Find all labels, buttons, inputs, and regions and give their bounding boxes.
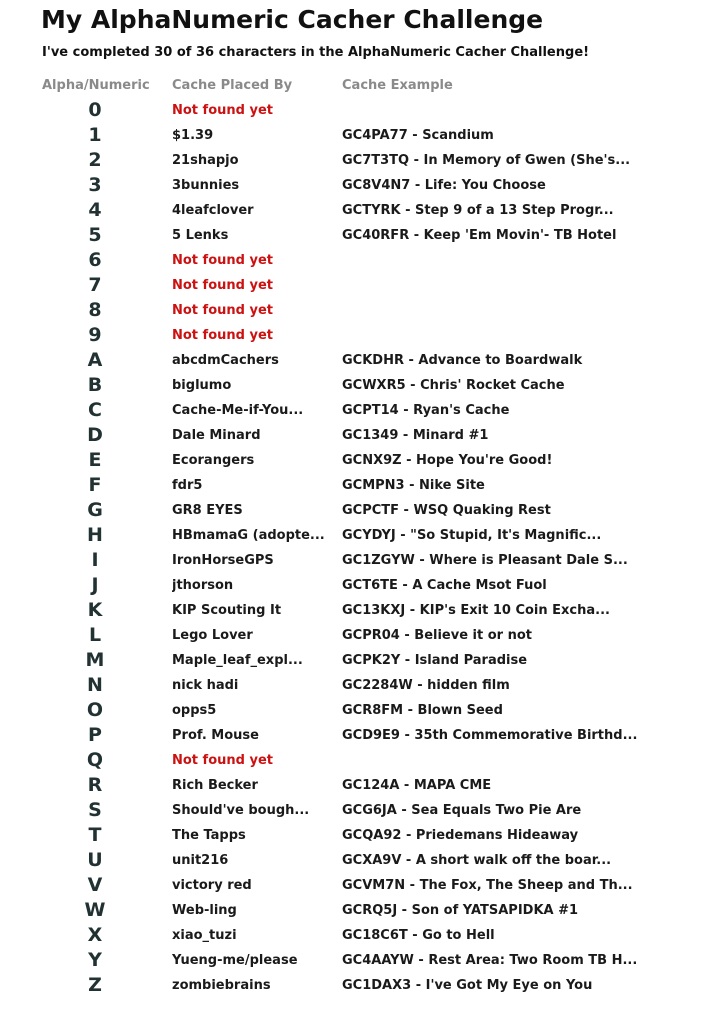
row-cache-owner: KIP Scouting It — [172, 603, 282, 618]
row-cache-example: GCVM7N - The Fox, The Sheep and Th... — [342, 878, 633, 893]
row-cache-example: GC1DAX3 - I've Got My Eye on You — [342, 978, 593, 993]
row-cache-owner: 4leafclover — [172, 203, 254, 218]
header-cache-placed-by: Cache Placed By — [172, 78, 293, 93]
row-cache-owner: fdr5 — [172, 478, 203, 493]
row-cache-example — [342, 298, 702, 323]
table-row — [42, 723, 702, 748]
table-row — [42, 973, 702, 998]
row-cache-owner: 21shapjo — [172, 153, 239, 168]
row-cache-example: GC4AAYW - Rest Area: Two Room TB H... — [342, 953, 638, 968]
table-row — [42, 298, 702, 323]
row-cache-owner: nick hadi — [172, 678, 239, 693]
table-row — [42, 398, 702, 423]
row-cache-example: GC40RFR - Keep 'Em Movin'- TB Hotel — [342, 228, 617, 243]
row-character: Z — [88, 974, 102, 996]
row-cache-owner: abcdmCachers — [172, 353, 279, 368]
row-cache-owner: xiao_tuzi — [172, 928, 237, 943]
row-character: U — [87, 849, 103, 871]
table-row — [42, 248, 702, 273]
row-not-found-label: Not found yet — [172, 278, 273, 293]
row-character: O — [86, 699, 104, 721]
row-cache-owner: 3bunnies — [172, 178, 240, 193]
row-cache-example: GC7T3TQ - In Memory of Gwen (She's... — [342, 153, 631, 168]
table-row — [42, 223, 702, 248]
row-cache-owner: jthorson — [172, 578, 234, 593]
row-cache-example: GC13KXJ - KIP's Exit 10 Coin Excha... — [342, 603, 610, 618]
table-row — [42, 323, 702, 348]
row-not-found-label: Not found yet — [172, 753, 273, 768]
row-character: R — [87, 774, 103, 796]
row-cache-example: GC1ZGYW - Where is Pleasant Dale S... — [342, 553, 628, 568]
table-row — [42, 448, 702, 473]
row-character: Q — [86, 749, 104, 771]
page-title: My AlphaNumeric Cacher Challenge — [41, 5, 544, 34]
row-cache-example: GCPCTF - WSQ Quaking Rest — [342, 503, 551, 518]
row-cache-owner: GR8 EYES — [172, 503, 243, 518]
row-cache-example: GCT6TE - A Cache Msot Fuol — [342, 578, 547, 593]
table-row — [42, 623, 702, 648]
row-character: A — [87, 349, 103, 371]
table-row — [42, 923, 702, 948]
row-cache-owner: Prof. Mouse — [172, 728, 259, 743]
row-character: M — [85, 649, 105, 671]
row-cache-owner: IronHorseGPS — [172, 553, 274, 568]
row-cache-example: GC18C6T - Go to Hell — [342, 928, 495, 943]
row-cache-example: GCQA92 - Priedemans Hideaway — [342, 828, 579, 843]
table-row — [42, 598, 702, 623]
completion-summary: I've completed 30 of 36 characters in the AlphaNumeric Cacher Challenge! — [42, 45, 590, 60]
row-cache-owner: victory red — [172, 878, 252, 893]
row-character: C — [88, 399, 102, 421]
row-not-found-label: Not found yet — [172, 328, 273, 343]
table-row — [42, 173, 702, 198]
row-cache-example: GC8V4N7 - Life: You Choose — [342, 178, 546, 193]
row-character: F — [88, 474, 102, 496]
row-cache-owner: Web-ling — [172, 903, 237, 918]
row-cache-example: GCG6JA - Sea Equals Two Pie Are — [342, 803, 582, 818]
row-cache-example: GCWXR5 - Chris' Rocket Cache — [342, 378, 565, 393]
row-character: W — [84, 899, 106, 921]
table-row — [42, 548, 702, 573]
table-row — [42, 373, 702, 398]
row-cache-owner: Should've bough... — [172, 803, 310, 818]
row-character: I — [91, 549, 99, 571]
row-character: J — [91, 574, 99, 596]
table-row — [42, 748, 702, 773]
row-cache-example: GCPR04 - Believe it or not — [342, 628, 533, 643]
row-character: H — [87, 524, 103, 546]
row-cache-example: GCTYRK - Step 9 of a 13 Step Progr... — [342, 203, 614, 218]
table-row — [42, 498, 702, 523]
row-character: 7 — [88, 274, 102, 296]
row-character: X — [87, 924, 103, 946]
row-cache-example: GCPK2Y - Island Paradise — [342, 653, 528, 668]
row-cache-owner: zombiebrains — [172, 978, 271, 993]
row-cache-owner: $1.39 — [172, 128, 214, 143]
table-row — [42, 898, 702, 923]
table-row — [42, 698, 702, 723]
row-cache-owner: Dale Minard — [172, 428, 261, 443]
table-row — [42, 873, 702, 898]
row-character: Y — [88, 949, 102, 971]
row-cache-owner: opps5 — [172, 703, 217, 718]
row-character: P — [88, 724, 102, 746]
row-cache-owner: Yueng-me/please — [172, 953, 298, 968]
table-body — [42, 98, 702, 998]
row-character: 0 — [88, 99, 102, 121]
table-row — [42, 473, 702, 498]
row-character: 6 — [88, 249, 102, 271]
row-cache-example: GCYDYJ - "So Stupid, It's Magnific... — [342, 528, 602, 543]
row-cache-example — [342, 748, 702, 773]
row-character: 8 — [88, 299, 102, 321]
table-row — [42, 148, 702, 173]
row-character: 3 — [88, 174, 102, 196]
row-character: D — [87, 424, 103, 446]
row-character: 4 — [88, 199, 102, 221]
row-cache-owner: The Tapps — [172, 828, 246, 843]
table-row — [42, 773, 702, 798]
row-cache-example — [342, 273, 702, 298]
table-row — [42, 423, 702, 448]
row-cache-example — [342, 248, 702, 273]
table-row — [42, 848, 702, 873]
header-cache-example: Cache Example — [342, 78, 453, 93]
row-character: S — [88, 799, 102, 821]
row-cache-example: GCRQ5J - Son of YATSAPIDKA #1 — [342, 903, 579, 918]
row-cache-example — [342, 323, 702, 348]
row-character: 9 — [88, 324, 102, 346]
row-cache-example: GC2284W - hidden film — [342, 678, 510, 693]
row-cache-owner: Ecorangers — [172, 453, 255, 468]
challenge-table — [42, 73, 702, 998]
row-character: B — [87, 374, 103, 396]
header-alpha-numeric: Alpha/Numeric — [42, 78, 150, 93]
row-not-found-label: Not found yet — [172, 103, 273, 118]
row-cache-owner: 5 Lenks — [172, 228, 229, 243]
row-cache-example: GCKDHR - Advance to Boardwalk — [342, 353, 583, 368]
row-cache-example: GCNX9Z - Hope You're Good! — [342, 453, 553, 468]
row-not-found-label: Not found yet — [172, 303, 273, 318]
row-cache-owner: Cache-Me-if-You... — [172, 403, 304, 418]
row-cache-example: GC1349 - Minard #1 — [342, 428, 489, 443]
row-not-found-label: Not found yet — [172, 253, 273, 268]
row-character: 5 — [88, 224, 102, 246]
row-cache-example: GCD9E9 - 35th Commemorative Birthd... — [342, 728, 638, 743]
table-row — [42, 948, 702, 973]
table-row — [42, 123, 702, 148]
table-row — [42, 823, 702, 848]
row-cache-example: GC124A - MAPA CME — [342, 778, 492, 793]
row-character: L — [88, 624, 102, 646]
row-cache-example — [342, 98, 702, 123]
table-row — [42, 198, 702, 223]
row-cache-example: GCR8FM - Blown Seed — [342, 703, 503, 718]
row-cache-example: GCMPN3 - Nike Site — [342, 478, 485, 493]
row-character: T — [88, 824, 102, 846]
row-cache-owner: unit216 — [172, 853, 229, 868]
row-cache-example: GCXA9V - A short walk off the boar... — [342, 853, 612, 868]
row-cache-example: GC4PA77 - Scandium — [342, 128, 494, 143]
table-header — [42, 73, 702, 98]
row-cache-owner: Rich Becker — [172, 778, 258, 793]
row-cache-owner: biglumo — [172, 378, 232, 393]
row-character: V — [87, 874, 103, 896]
table-row — [42, 648, 702, 673]
row-character: E — [88, 449, 102, 471]
table-row — [42, 98, 702, 123]
row-character: K — [87, 599, 103, 621]
row-cache-owner: HBmamaG (adopte... — [172, 528, 325, 543]
row-character: N — [87, 674, 103, 696]
table-row — [42, 673, 702, 698]
row-character: 1 — [88, 124, 102, 146]
row-cache-owner: Lego Lover — [172, 628, 253, 643]
table-row — [42, 523, 702, 548]
row-character: G — [87, 499, 103, 521]
table-row — [42, 798, 702, 823]
table-row — [42, 573, 702, 598]
table-row — [42, 348, 702, 373]
table-row — [42, 273, 702, 298]
row-cache-owner: Maple_leaf_expl... — [172, 653, 303, 668]
row-cache-example: GCPT14 - Ryan's Cache — [342, 403, 510, 418]
row-character: 2 — [88, 149, 102, 171]
